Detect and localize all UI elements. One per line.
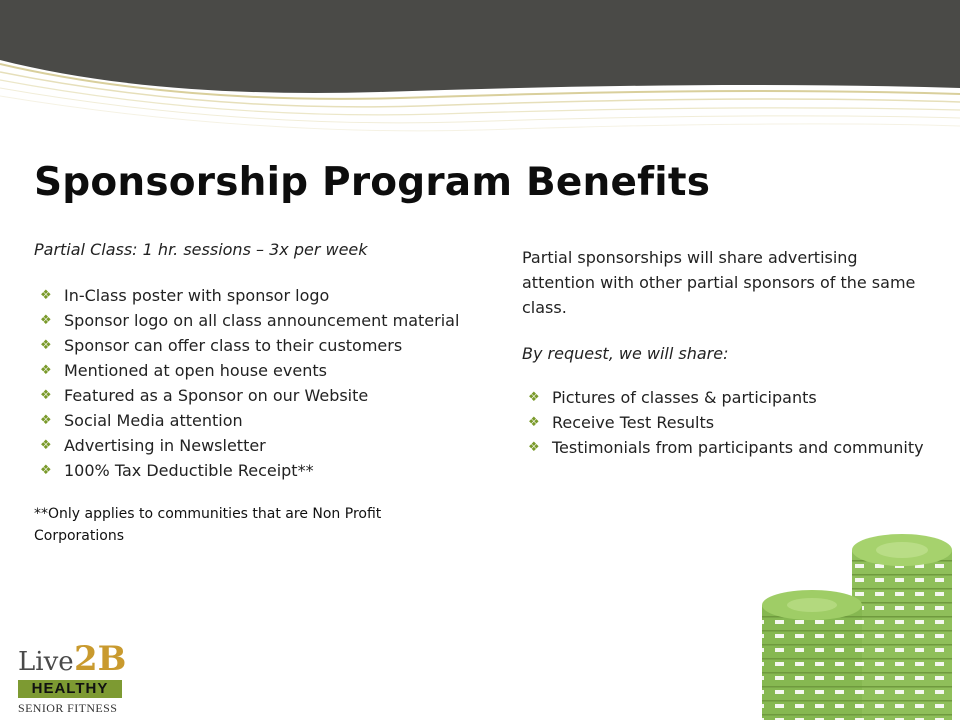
logo-word: Live [18, 647, 74, 677]
by-request-subhead: By request, we will share: [522, 344, 729, 363]
list-item: ❖ Advertising in Newsletter [34, 433, 464, 458]
list-item: ❖ Featured as a Sponsor on our Website [34, 383, 464, 408]
diamond-bullet-icon: ❖ [528, 415, 540, 430]
diamond-bullet-icon: ❖ [40, 438, 52, 453]
diamond-bullet-icon: ❖ [528, 440, 540, 455]
diamond-bullet-icon: ❖ [40, 463, 52, 478]
diamond-bullet-icon: ❖ [40, 288, 52, 303]
diamond-bullet-icon: ❖ [40, 313, 52, 328]
logo-band: HEALTHY [18, 680, 122, 698]
right-column [522, 245, 932, 460]
diamond-bullet-icon: ❖ [40, 338, 52, 353]
benefits-list [34, 283, 464, 483]
list-item: ❖ Sponsor logo on all class announcement material [34, 308, 464, 333]
partial-class-subhead: Partial Class: 1 hr. sessions – 3x per week [34, 240, 368, 259]
logo-mark: 2B [74, 639, 127, 679]
list-item: ❖ Sponsor can offer class to their customers [34, 333, 464, 358]
diamond-bullet-icon: ❖ [40, 388, 52, 403]
list-item: ❖ Mentioned at open house events [34, 358, 464, 383]
list-item: ❖ In-Class poster with sponsor logo [34, 283, 464, 308]
shared-items-list [522, 385, 932, 460]
live2b-healthy-logo [14, 639, 130, 717]
slide-title: Sponsorship Program Benefits [34, 160, 711, 205]
header-banner [0, 0, 960, 150]
diamond-bullet-icon: ❖ [40, 413, 52, 428]
footnote: **Only applies to communities that are Non Profit Corporations [34, 506, 382, 544]
poker-chips-image [752, 520, 960, 720]
list-item: ❖ Pictures of classes & participants [522, 385, 932, 410]
logo-tagline: SENIOR FITNESS [18, 701, 118, 715]
diamond-bullet-icon: ❖ [528, 390, 540, 405]
list-item: ❖ Receive Test Results [522, 410, 932, 435]
list-item: ❖ Testimonials from participants and community [522, 435, 932, 460]
left-column [34, 240, 464, 547]
partial-sponsorship-intro: Partial sponsorships will share advertising attention with other partial sponsors of the same class. [522, 248, 916, 317]
diamond-bullet-icon: ❖ [40, 363, 52, 378]
list-item: ❖ 100% Tax Deductible Receipt** [34, 458, 464, 483]
list-item: ❖ Social Media attention [34, 408, 464, 433]
